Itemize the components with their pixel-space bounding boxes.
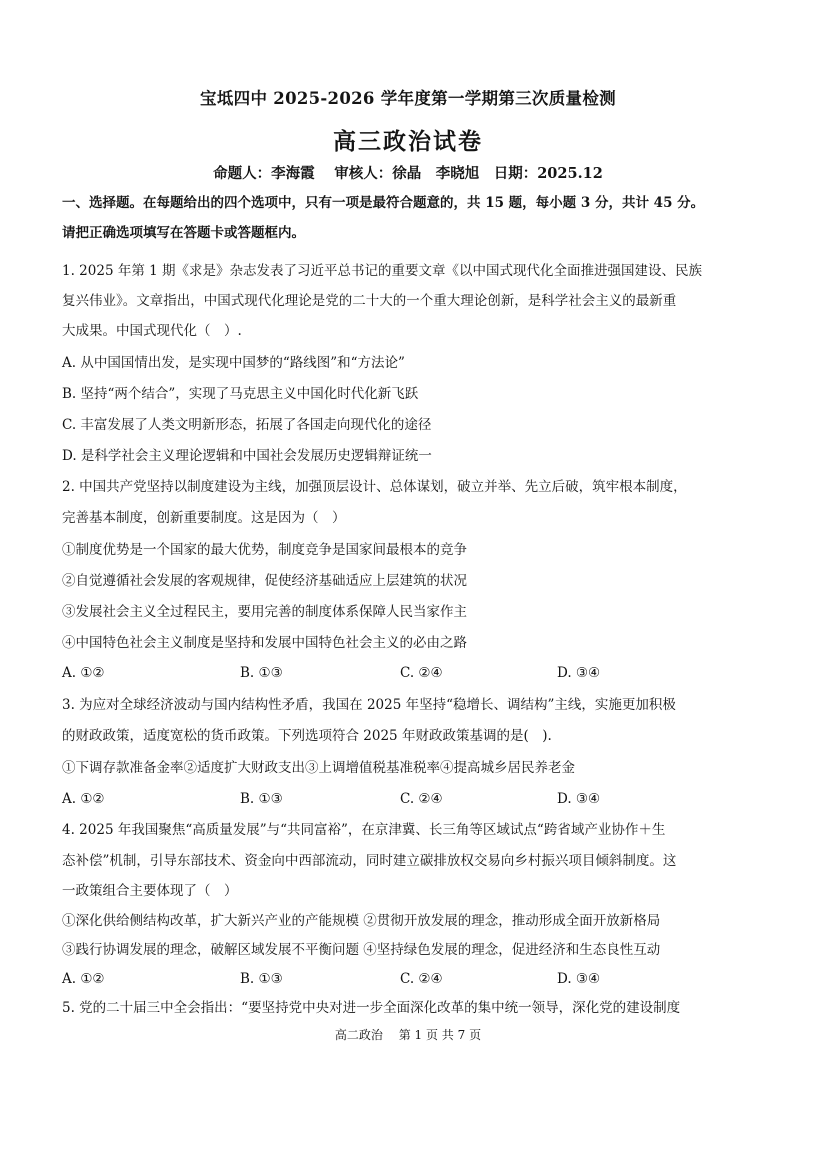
question-2-statement-4: ④中国特色社会主义制度是坚持和发展中国特色社会主义的必由之路 [62, 635, 467, 651]
question-3-stem-line1: 3. 为应对全球经济波动与国内结构性矛盾，我国在 2025 年坚持“稳增长、调结构”主线，实施更加积极 [62, 697, 676, 713]
question-2-stem-line2: 完善基本制度，创新重要制度。这是因为（ ） [62, 510, 346, 526]
question-1-option-b: B. 坚持“两个结合”，实现了马克思主义中国化时代化新飞跃 [62, 386, 419, 402]
question-2-statement-3: ③发展社会主义全过程民主，要用完善的制度体系保障人民当家作主 [62, 604, 467, 620]
question-3-stem-line2: 的财政政策，适度宽松的货币政策。下列选项符合 2025 年财政政策基调的是( ). [62, 728, 552, 744]
question-3-choice-a: A. ①② [62, 791, 105, 807]
question-4-stem-line2: 态补偿”机制，引导东部技术、资金向中西部流动，同时建立碳排放权交易向乡村振兴项目倾斜制度。这 [62, 853, 677, 869]
question-1-option-a: A. 从中国国情出发，是实现中国梦的“路线图”和“方法论” [62, 355, 405, 371]
question-2-statement-1: ①制度优势是一个国家的最大优势，制度竞争是国家间最根本的竞争 [62, 542, 467, 558]
question-2-choice-a: A. ①② [62, 665, 105, 681]
question-3-choice-d: D. ③④ [557, 791, 601, 807]
question-5-stem-line1: 5. 党的二十届三中全会指出：“要坚持党中央对进一步全面深化改革的集中统一领导，深化党的建设制度 [62, 1000, 681, 1016]
question-2-statement-2: ②自觉遵循社会发展的客观规律，促使经济基础适应上层建筑的状况 [62, 573, 467, 589]
exam-title: 宝坻四中 2025-2026 学年度第一学期第三次质量检测 [200, 89, 616, 108]
question-3-choice-b: B. ①③ [240, 791, 283, 807]
section-instructions-line2: 请把正确选项填写在答题卡或答题框内。 [62, 225, 305, 241]
exam-meta: 命题人：李海霞 审核人：徐晶 李晓旭 日期：2025.12 [213, 165, 603, 182]
question-4-stem-line1: 4. 2025 年我国聚焦“高质量发展”与“共同富裕”，在京津冀、长三角等区域试点“跨省域产业协作＋生 [62, 822, 666, 838]
page-footer: 高二政治 第 1 页 共 7 页 [334, 1028, 482, 1042]
question-1-option-d: D. 是科学社会主义理论逻辑和中国社会发展历史逻辑辩证统一 [62, 448, 432, 464]
question-1-stem-line1: 1. 2025 年第 1 期《求是》杂志发表了习近平总书记的重要文章《以中国式现代化全面推进强国建设、民族 [62, 263, 702, 279]
section-instructions-line1: 一、选择题。在每题给出的四个选项中，只有一项是最符合题意的，共 15 题，每小题 3 分，共计 45 分。 [62, 195, 705, 211]
question-2-stem-line1: 2. 中国共产党坚持以制度建设为主线，加强顶层设计、总体谋划，破立并举、先立后破，筑牢根本制度， [62, 479, 687, 495]
question-4-statements-1-2: ①深化供给侧结构改革，扩大新兴产业的产能规模 ②贯彻开放发展的理念，推动形成全面开放新格局 [62, 913, 661, 929]
subject-title: 高三政治试卷 [333, 128, 483, 155]
question-4-statements-3-4: ③践行协调发展的理念，破解区域发展不平衡问题 ④坚持绿色发展的理念，促进经济和生态良性互动 [62, 942, 661, 958]
question-2-choice-c: C. ②④ [400, 665, 443, 681]
question-4-choice-b: B. ①③ [240, 971, 283, 987]
question-3-statements: ①下调存款准备金率②适度扩大财政支出③上调增值税基准税率④提高城乡居民养老金 [62, 760, 575, 776]
question-2-choice-d: D. ③④ [557, 665, 601, 681]
question-1-stem-line2: 复兴伟业》。文章指出，中国式现代化理论是党的二十大的一个重大理论创新，是科学社会主义的最新重 [62, 293, 677, 309]
question-4-choice-a: A. ①② [62, 971, 105, 987]
question-2-choice-b: B. ①③ [240, 665, 283, 681]
question-1-stem-line3: 大成果。中国式现代化（ ）. [62, 323, 242, 339]
question-1-option-c: C. 丰富发展了人类文明新形态，拓展了各国走向现代化的途径 [62, 417, 432, 433]
question-4-stem-line3: 一政策组合主要体现了（ ） [62, 883, 238, 899]
question-4-choice-c: C. ②④ [400, 971, 443, 987]
question-3-choice-c: C. ②④ [400, 791, 443, 807]
question-4-choice-d: D. ③④ [557, 971, 601, 987]
